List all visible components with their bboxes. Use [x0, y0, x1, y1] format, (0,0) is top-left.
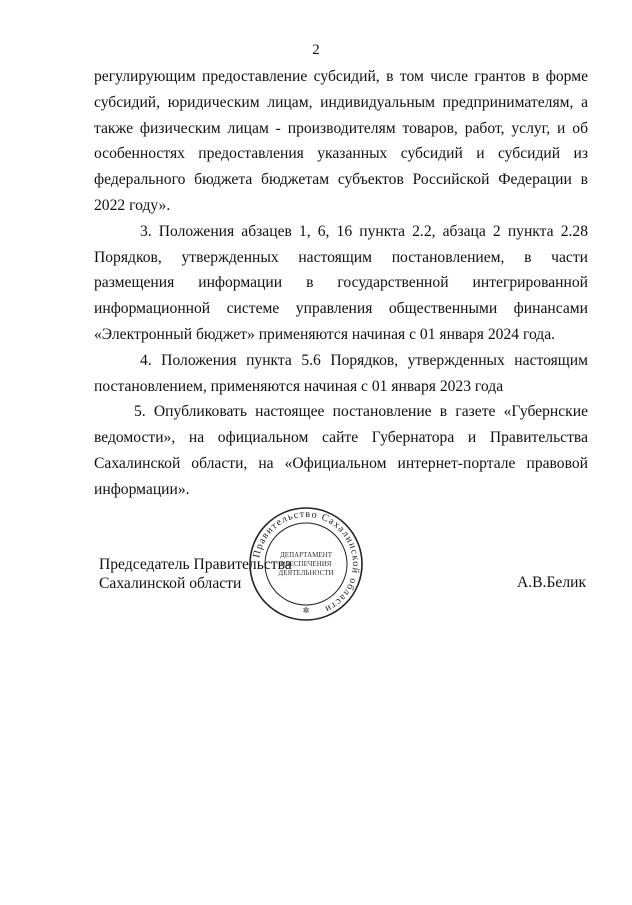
paragraph-continuation: регулирующим предоставление субсидий, в том числе грантов в форме субсидий, юридическим лицам, индивидуальным предпринимателям, а также физическим лицам - производителям товаров, работ, услуг, и об особенностях предоставления указанных субсидий и субсидий из федерального бюджета бюджетам субъектов Российской Федерации в 2022 году». — [94, 68, 588, 214]
seal-center-line1: ДЕПАРТАМЕНТ — [280, 551, 332, 559]
signatory-name: А.В.Белик — [517, 574, 587, 591]
paragraph-5: 5. Опубликовать настоящее постановление в газете «Губернские ведомости», на официальном сайте Губернатора и Правительства Сахалинской области, на «Официальном интернет-портале правовой информации». — [94, 403, 588, 498]
page-number: 2 — [312, 42, 320, 58]
signatory-position-line2: Сахалинской области — [99, 575, 242, 592]
paragraph-4: 4. Положения пункта 5.6 Порядков, утвержденных настоящим постановлением, применяются начиная с 01 января 2023 года — [94, 351, 588, 395]
svg-text:✲: ✲ — [302, 606, 310, 615]
seal-ring-text: Правительство Сахалинской области — [251, 508, 362, 615]
signatory-position — [99, 555, 292, 593]
seal-center-line2: ОБЕСПЕЧЕНИЯ — [280, 560, 332, 568]
seal-center-line3: ДЕЯТЕЛЬНОСТИ — [278, 569, 334, 577]
signatory-position-line1: Председатель Правительства — [99, 556, 292, 573]
document-body — [94, 64, 588, 503]
paragraph-3: 3. Положения абзацев 1, 6, 16 пункта 2.2, абзаца 2 пункта 2.28 Порядков, утвержденных настоящим постановлением, в части размещения информации в государственной интегрированной информационной системе управления общественными финансами «Электронный бюджет» применяются начиная с 01 января 2024 года. — [94, 222, 588, 343]
